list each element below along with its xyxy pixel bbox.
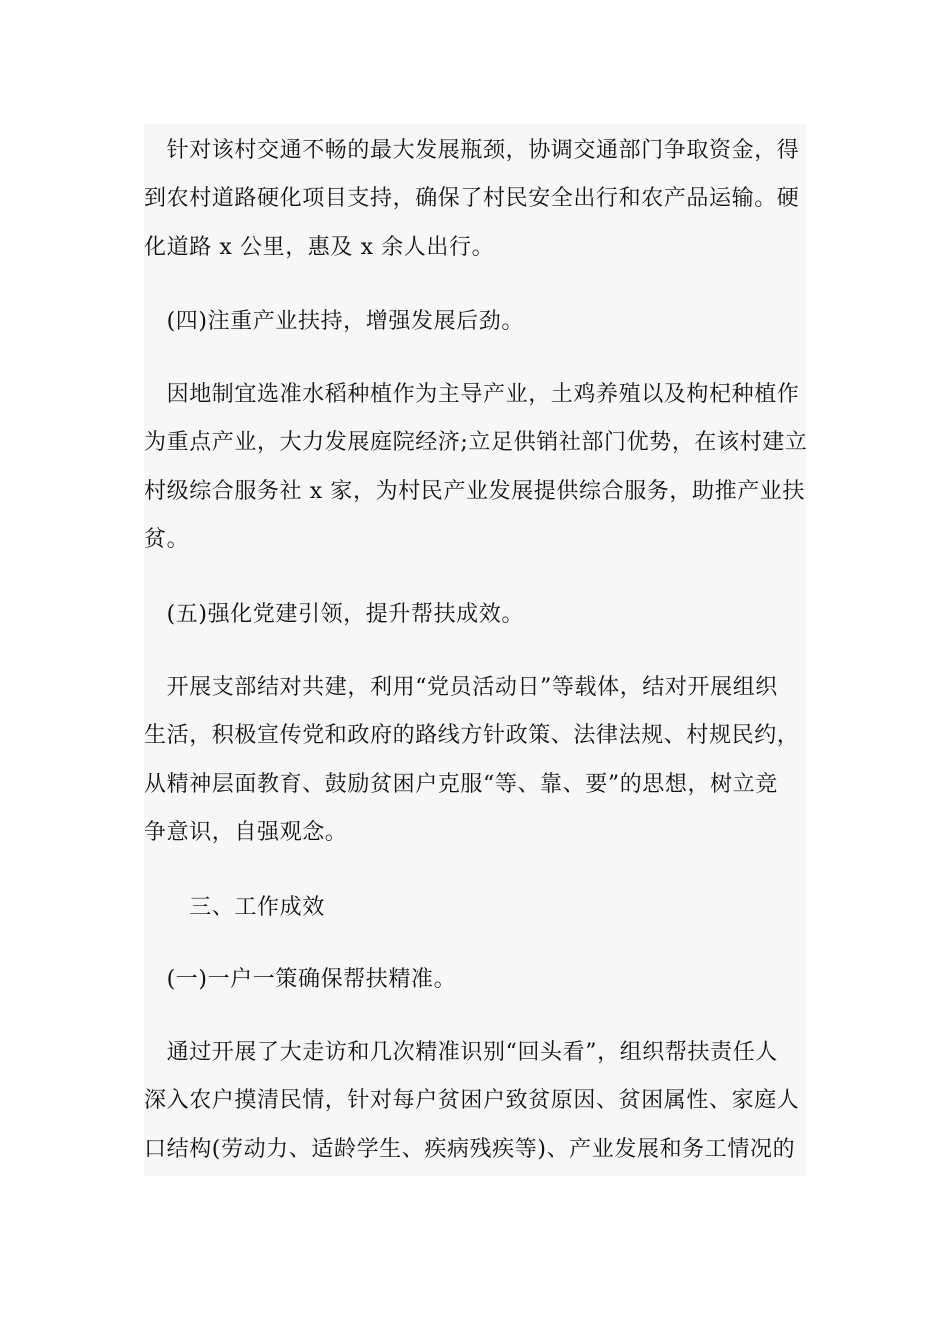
text-line: 为重点产业，大力发展庭院经济;立足供销社部门优势，在该村建立	[144, 430, 808, 456]
text-line: 口结构(劳动力、适龄学生、疾病残疾等)、产业发展和务工情况的	[144, 1136, 796, 1162]
heading-party-building	[144, 591, 806, 639]
paragraph-industry-support	[144, 371, 806, 565]
text-line: 村级综合服务社 x 家，为村民产业发展提供综合服务，助推产业扶	[144, 478, 805, 504]
text-line: (一)一户一策确保帮扶精准。	[144, 967, 457, 992]
text-line: 生活，积极宣传党和政府的路线方针政策、法律法规、村规民约，	[144, 723, 800, 749]
text-line: 深入农户摸清民情，针对每户贫困户致贫原因、贫困属性、家庭人	[144, 1088, 800, 1114]
heading-industry-support	[144, 298, 806, 346]
paragraph-precise-assistance	[144, 1029, 806, 1174]
text-line: 化道路 x 公里，惠及 x 余人出行。	[144, 234, 495, 260]
text-line: 到农村道路硬化项目支持，确保了村民安全出行和农产品运输。硬	[144, 186, 800, 212]
heading-one-household-one-policy	[144, 956, 806, 1004]
document-text-block	[144, 124, 806, 1176]
paragraph-road-construction	[144, 127, 806, 272]
text-line: (四)注重产业扶持，增强发展后劲。	[144, 309, 524, 334]
text-line: 针对该村交通不畅的最大发展瓶颈，协调交通部门争取资金，得	[144, 138, 800, 163]
text-line: 从精神层面教育、鼓励贫困户克服“等、靠、要”的思想，树立竞	[144, 771, 778, 797]
text-line: 争意识，自强观念。	[144, 820, 348, 846]
text-line: 因地制宜选准水稻种植作为主导产业，土鸡养殖以及枸杞种植作	[144, 382, 800, 407]
text-line: (五)强化党建引领，提升帮扶成效。	[144, 602, 524, 627]
text-line: 贫。	[144, 527, 190, 553]
text-line: 三、工作成效	[144, 895, 325, 920]
text-line: 通过开展了大走访和几次精准识别“回头看”，组织帮扶责任人	[144, 1040, 778, 1065]
text-line: 开展支部结对共建，利用“党员活动日”等载体，结对开展组织	[144, 675, 778, 700]
paragraph-party-building	[144, 664, 806, 858]
heading-work-results	[144, 884, 806, 932]
